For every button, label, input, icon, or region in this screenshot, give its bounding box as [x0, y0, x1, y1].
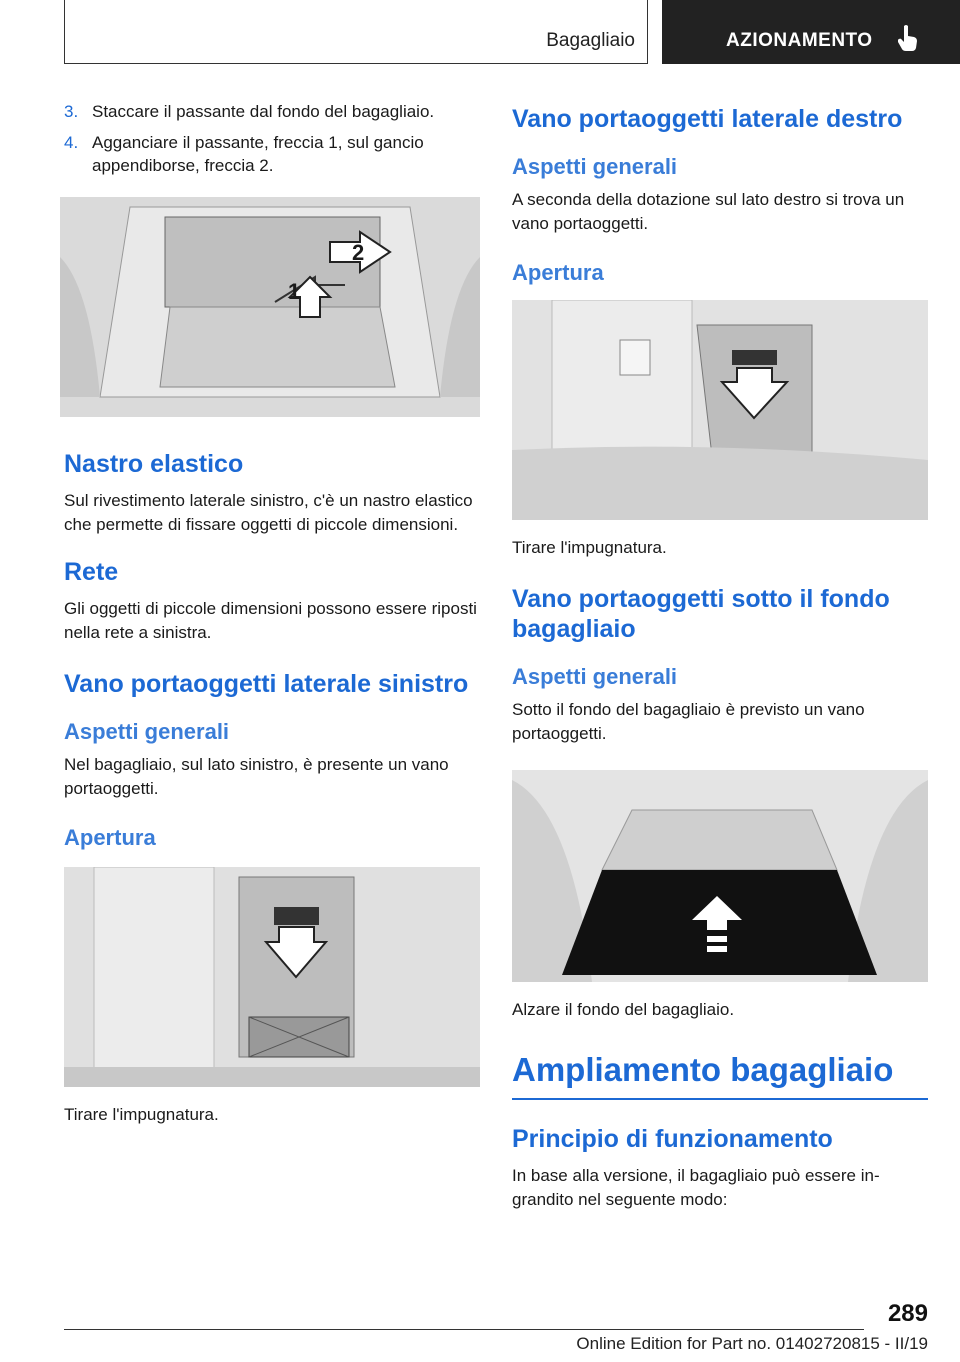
- chapter-ampliamento: [512, 1050, 928, 1100]
- title-rule: [512, 1098, 928, 1100]
- section-rete: [64, 557, 480, 645]
- right-compartment-illustration: [512, 300, 928, 520]
- subsection-title: Aspetti generali: [512, 154, 678, 179]
- section-nastro: [64, 449, 480, 537]
- header-section-box: [64, 0, 648, 64]
- step-text: Staccare il passante dal fondo del bagagliaio.: [92, 102, 435, 121]
- chapter-title: Ampliamento bagagliaio: [512, 1051, 894, 1088]
- figure-caption: Tirare l'impugnatura.: [512, 538, 667, 557]
- section-text: Sul rivestimento laterale sinistro, c'è un nastro elastico che permette di fissare oggetti di piccole dimensioni.: [64, 491, 473, 534]
- floor-compartment-illustration: [512, 770, 928, 982]
- footer-edition: Online Edition for Part no. 01402720815 - II/19: [576, 1334, 928, 1353]
- subsection-text: Nel bagagliaio, sul lato sinistro, è presente un vano portaoggetti.: [64, 755, 449, 798]
- step-4: [64, 131, 480, 177]
- step-3: [64, 100, 480, 123]
- section-text: Gli oggetti di piccole dimensioni possono essere riposti nella rete a sinistra.: [64, 599, 477, 642]
- right-column: [512, 104, 928, 1212]
- arrow-label-1: 1: [288, 279, 301, 304]
- section-vano-sinistro: [64, 669, 480, 851]
- subsection-text: Sotto il fondo del bagagliaio è previsto un vano portaoggetti.: [512, 700, 865, 743]
- section-title: Principio di funzionamento: [512, 1125, 833, 1153]
- figure-caption: Alzare il fondo del bagagliaio.: [512, 1000, 735, 1019]
- header-chapter-box: [662, 0, 960, 64]
- header-chapter-title: AZIONAMENTO: [726, 30, 873, 51]
- header-section-title: Bagagliaio: [546, 30, 635, 51]
- section-title: Nastro elastico: [64, 450, 244, 478]
- section-title: Vano portaoggetti laterale sinistro: [64, 670, 469, 698]
- subsection-title: Apertura: [64, 825, 156, 850]
- section-text: In base alla versione, il bagagliaio può essere in-grandito nel seguente modo:: [512, 1166, 880, 1209]
- section-title: Vano portaoggetti sotto il fondo bagagliaio: [512, 585, 890, 643]
- subsection-text: A seconda della dotazione sul lato destro si trova un vano portaoggetti.: [512, 190, 905, 233]
- section-title: Vano portaoggetti laterale destro: [512, 105, 903, 133]
- hand-pointer-icon: [898, 24, 918, 52]
- left-compartment-illustration: [64, 867, 480, 1087]
- footer-divider: [64, 1329, 864, 1330]
- trunk-cover-illustration: [60, 197, 480, 417]
- page-number: 289: [887, 1300, 928, 1327]
- step-number: 4.: [64, 133, 79, 152]
- subsection-title: Aspetti generali: [512, 664, 678, 689]
- subsection-title: Aspetti generali: [64, 719, 230, 744]
- step-text: Agganciare il passante, freccia 1, sul gancio appendiborse, freccia 2.: [92, 133, 424, 175]
- subsection-title: Apertura: [512, 260, 604, 285]
- left-column: [64, 100, 480, 1127]
- figure-caption: Tirare l'impugnatura.: [64, 1105, 219, 1124]
- step-number: 3.: [64, 102, 79, 121]
- section-title: Rete: [64, 558, 119, 586]
- arrow-label-2: 2: [352, 240, 365, 265]
